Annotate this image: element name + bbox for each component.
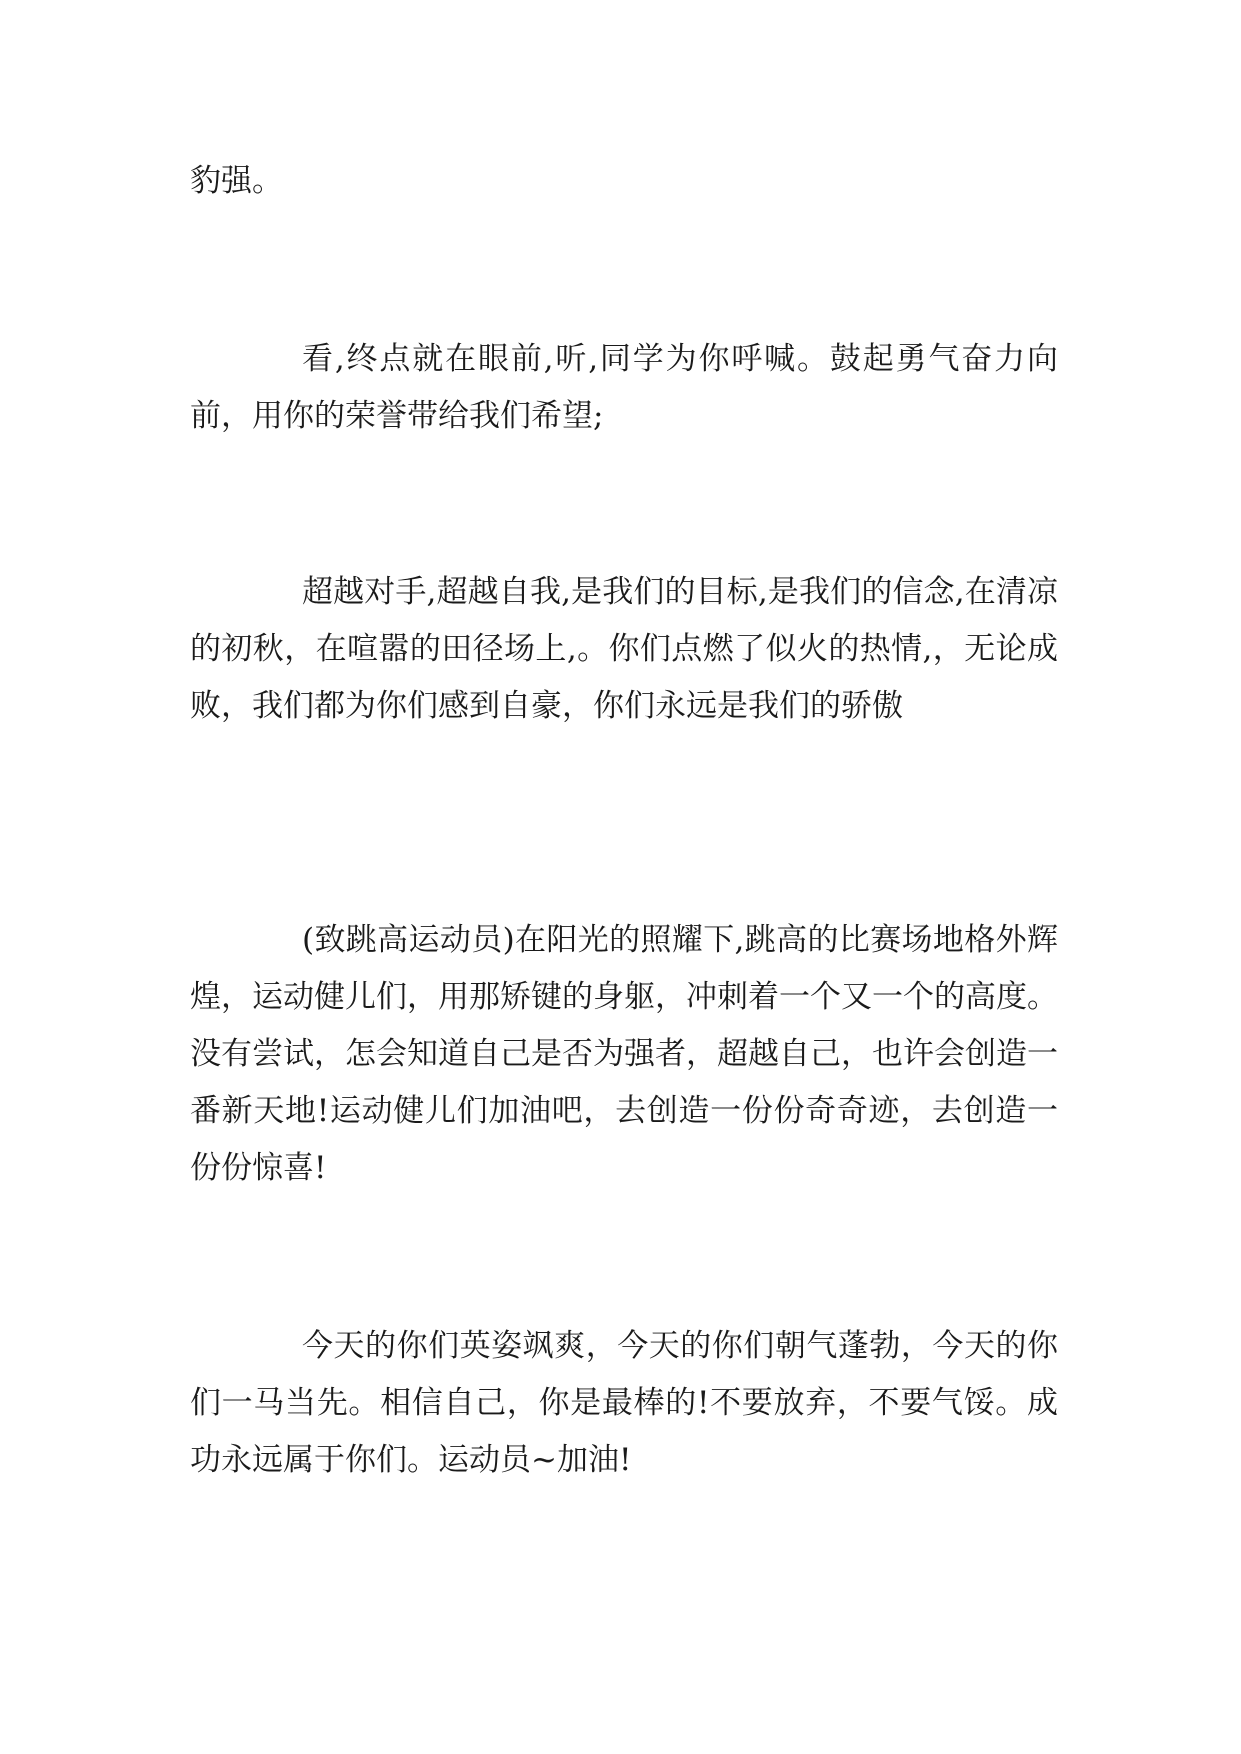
paragraph-today: 今天的你们英姿飒爽，今天的你们朝气蓬勃，今天的你们一马当先。相信自己，你是最棒的!不要放弃，不要气馁。成功永远属于你们。运动员~加油! — [190, 1328, 1058, 1478]
paragraph-finish-line: 看,终点就在眼前,听,同学为你呼喊。鼓起勇气奋力向前，用你的荣誉带给我们希望; — [190, 341, 1058, 434]
paragraph-high-jump: (致跳高运动员)在阳光的照耀下,跳高的比赛场地格外辉煌，运动健儿们，用那矫键的身躯，冲刺着一个又一个的高度。没有尝试，怎会知道自己是否为强者，超越自己，也许会创造一番新天地!运动健儿们加油吧，去创造一份份奇奇迹，去创造一份份惊喜! — [190, 922, 1058, 1186]
paragraph-surpass: 超越对手,超越自我,是我们的目标,是我们的信念,在清凉的初秋，在喧嚣的田径场上,。你们点燃了似火的热情,，无论成败，我们都为你们感到自豪，你们永远是我们的骄傲 — [190, 574, 1058, 724]
paragraph-continuation: 豹强。 — [190, 163, 283, 199]
